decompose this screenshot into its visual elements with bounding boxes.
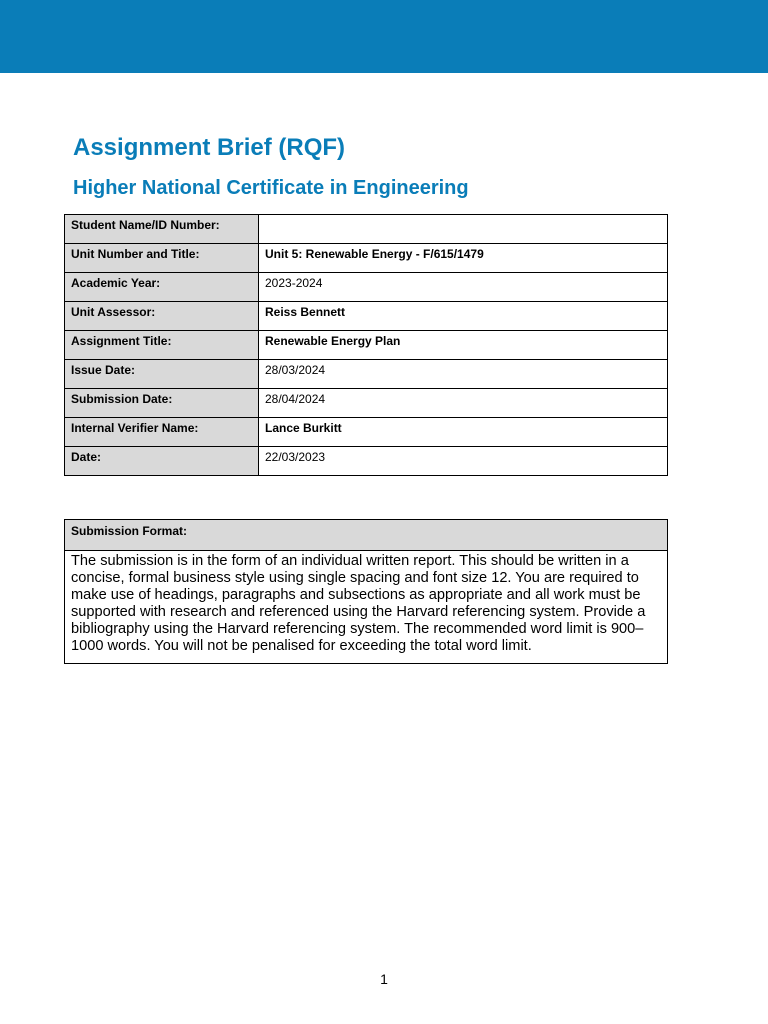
- assignment-title-value: Renewable Energy Plan: [259, 331, 668, 360]
- unit-title-value: Unit 5: Renewable Energy - F/615/1479: [259, 244, 668, 273]
- page-number: 1: [380, 971, 388, 987]
- table-row: [65, 302, 668, 331]
- unit-assessor-value: Reiss Bennett: [259, 302, 668, 331]
- row-label: Date:: [65, 447, 259, 476]
- submission-format-body: The submission is in the form of an individual written report. This should be written in a concise, formal business style using single spacing and font size 12. You are required to make use of headings, paragraphs and subsections as appropriate and all work must be supported with research and referenced using the Harvard referencing system. Provide a bibliography using the Harvard referencing system. The recommended word limit is 900–1000 words. You will not be penalised for exceeding the total word limit.: [65, 551, 668, 664]
- table-row: [65, 447, 668, 476]
- assignment-info-table: [64, 214, 668, 476]
- date-value: 22/03/2023: [259, 447, 668, 476]
- table-row: [65, 551, 668, 664]
- document-subtitle: Higher National Certificate in Engineering: [73, 177, 469, 199]
- document-title: Assignment Brief (RQF): [73, 134, 346, 161]
- issue-date-value: 28/03/2024: [259, 360, 668, 389]
- row-label: Unit Assessor:: [65, 302, 259, 331]
- internal-verifier-value: Lance Burkitt: [259, 418, 668, 447]
- table-row: [65, 215, 668, 244]
- row-label: Academic Year:: [65, 273, 259, 302]
- row-label: Unit Number and Title:: [65, 244, 259, 273]
- header-band: [0, 0, 768, 73]
- row-label: Student Name/ID Number:: [65, 215, 259, 244]
- submission-format-table: [64, 519, 668, 664]
- row-label: Assignment Title:: [65, 331, 259, 360]
- table-row: [65, 520, 668, 551]
- table-row: [65, 244, 668, 273]
- academic-year-value: 2023-2024: [259, 273, 668, 302]
- table-row: [65, 389, 668, 418]
- table-row: [65, 331, 668, 360]
- student-name-value: [259, 215, 668, 244]
- table-row: [65, 418, 668, 447]
- submission-format-label: Submission Format:: [65, 520, 668, 551]
- row-label: Internal Verifier Name:: [65, 418, 259, 447]
- table-row: [65, 360, 668, 389]
- submission-date-value: 28/04/2024: [259, 389, 668, 418]
- table-row: [65, 273, 668, 302]
- row-label: Issue Date:: [65, 360, 259, 389]
- row-label: Submission Date:: [65, 389, 259, 418]
